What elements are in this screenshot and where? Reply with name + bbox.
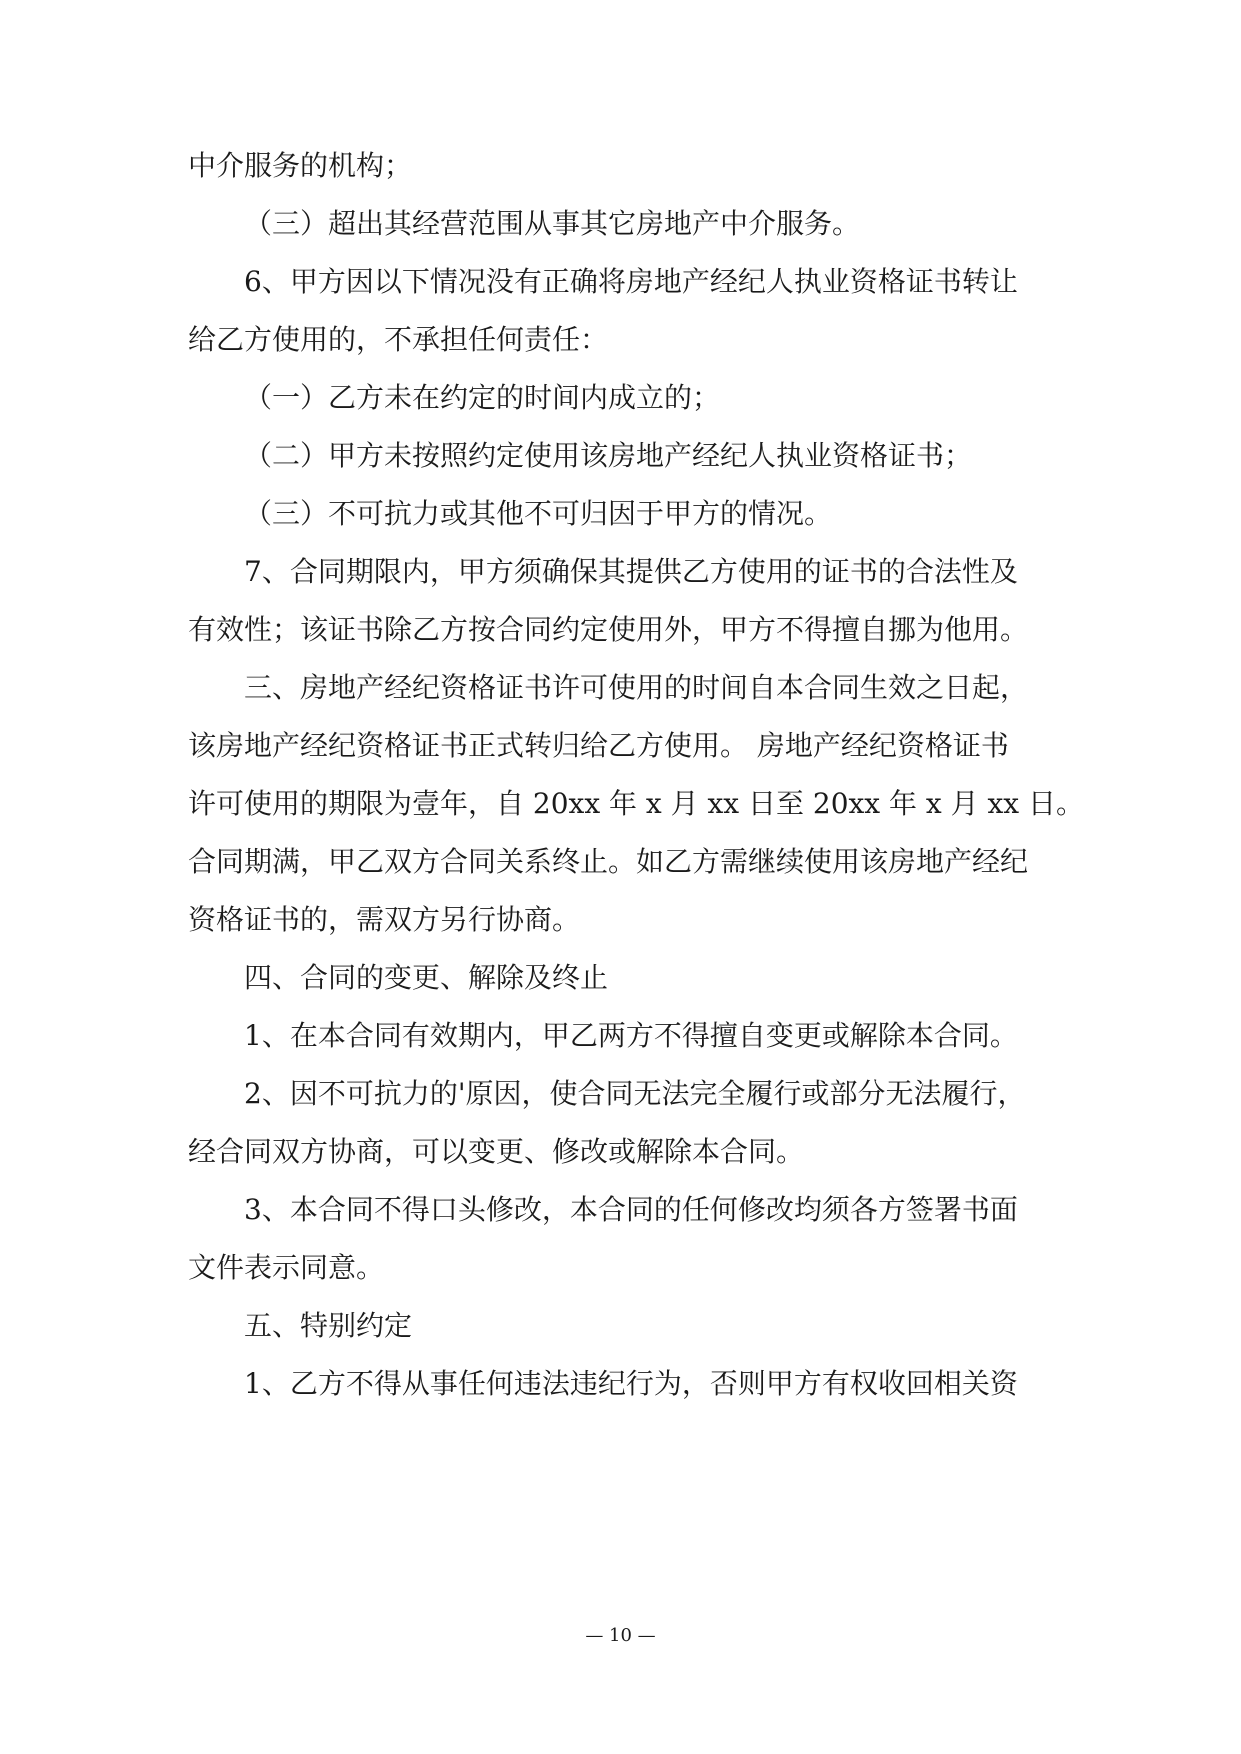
text-line-14: 资格证书的，需双方另行协商。 — [188, 903, 581, 936]
text-line-22: 1、乙方不得从事任何违法违纪行为，否则甲方有权收回相关资 — [244, 1367, 1018, 1400]
text-line-19: 3、本合同不得口头修改，本合同的任何修改均须各方签署书面 — [244, 1193, 1018, 1226]
text-line-10: 三、房地产经纪资格证书许可使用的时间自本合同生效之日起， — [244, 671, 1029, 704]
text-line-13: 合同期满，甲乙双方合同关系终止。如乙方需继续使用该房地产经纪 — [188, 845, 1029, 878]
text-line-20: 文件表示同意。 — [188, 1251, 385, 1284]
text-line-8: 7、合同期限内，甲方须确保其提供乙方使用的证书的合法性及 — [244, 555, 1018, 588]
section-heading-4: 四、合同的变更、解除及终止 — [244, 961, 609, 994]
text-line-2: （三）超出其经营范围从事其它房地产中介服务。 — [244, 207, 861, 240]
text-line-7: （三）不可抗力或其他不可归因于甲方的情况。 — [244, 497, 833, 530]
text-line-1: 中介服务的机构； — [188, 149, 413, 182]
text-line-17: 2、因不可抗力的'原因，使合同无法完全履行或部分无法履行， — [244, 1077, 1026, 1110]
text-line-5: （一）乙方未在约定的时间内成立的； — [244, 381, 721, 414]
text-line-16: 1、在本合同有效期内，甲乙两方不得擅自变更或解除本合同。 — [244, 1019, 1018, 1052]
text-line-11: 该房地产经纪资格证书正式转归给乙方使用。 房地产经纪资格证书 — [188, 729, 1009, 762]
text-line-3: 6、甲方因以下情况没有正确将房地产经纪人执业资格证书转让 — [244, 265, 1018, 298]
text-line-9: 有效性；该证书除乙方按合同约定使用外，甲方不得擅自挪为他用。 — [188, 613, 1029, 646]
text-line-18: 经合同双方协商，可以变更、修改或解除本合同。 — [188, 1135, 805, 1168]
section-heading-5: 五、特别约定 — [244, 1309, 413, 1342]
page-number: — 10 — — [585, 1625, 656, 1646]
text-line-4: 给乙方使用的，不承担任何责任： — [188, 323, 609, 356]
text-line-6: （二）甲方未按照约定使用该房地产经纪人执业资格证书； — [244, 439, 973, 472]
text-line-12: 许可使用的期限为壹年，自 20xx 年 x 月 xx 日至 20xx 年 x 月 xx 日。 — [188, 787, 1084, 820]
